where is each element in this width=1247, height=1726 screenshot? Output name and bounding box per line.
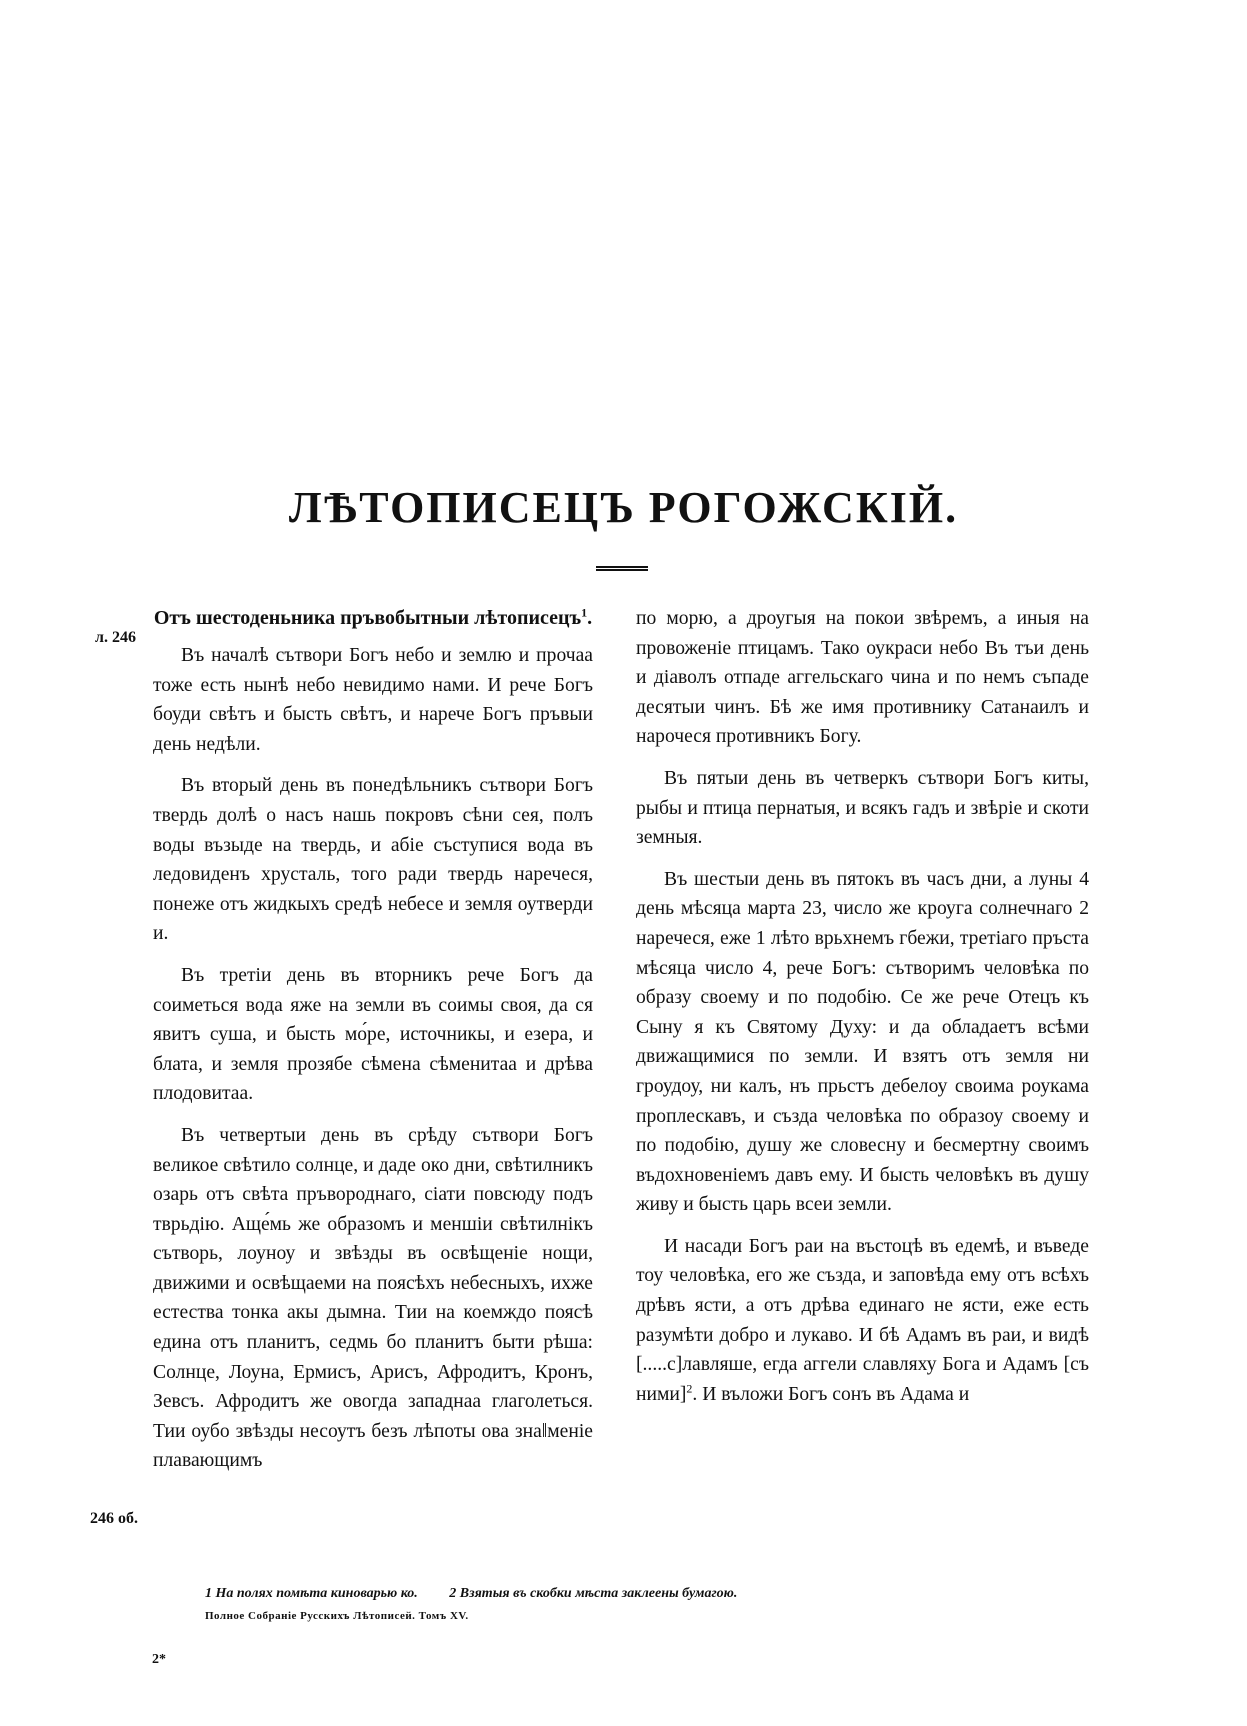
page-title: ЛѢТОПИСЕЦЪ РОГОЖСКІЙ. — [288, 483, 959, 532]
footnote-ref-2: 2 — [686, 1381, 693, 1396]
left-column — [153, 604, 593, 1488]
section-heading: Отъ шестоденьника пръвобытныи лѣтописецъ$^1$. — [153, 605, 593, 629]
paragraph-day-5: Въ пятыи день въ четверкъ сътвори Богъ киты, рыбы и птица пернатыя, и всякъ гадъ и звѣріе и скоти земныя. — [636, 767, 1089, 849]
paragraph-day-3: Въ третіи день въ вторникъ рече Богъ да соиметься вода яже на земли въ соимы своя, да ся явитъ суша, и бысть мо́ре, источникы, и езера, и блата, и земля прозябе сѣмена сѣменитаа и дрѣва плодовитаа. — [153, 964, 593, 1105]
paragraph-day-4: Въ четвертыи день въ срѣду сътвори Богъ великое свѣтило солнце, и даде око дни, свѣтилникъ озарь отъ свѣта пръвороднаго, сіати повсюду подъ тврьдію. Аще́мь же образомъ и меншіи свѣтилнікъ сътворь, лоуноу и звѣзды въ освѣщеніе нощи, движими и освѣщаеми на поясѣхъ небесныхъ, ихже естества тонка акы дымна. Тии на коемждо поясѣ едина отъ планитъ, седмь бо планитъ быти рѣша: Солнце, Лоуна, Ермисъ, Арисъ, Афродитъ, Кронъ, Зевсъ. Афродитъ же овогда западнаа глаголеться. Тии оубо звѣзды несоутъ безъ лѣпоты ова зна‖меніе плавающимъ — [153, 1124, 593, 1472]
right-column — [636, 604, 1089, 1421]
footnote-2: 2 Взятыя въ скобки мѣста заклеены бумагою. — [449, 1586, 738, 1601]
paragraph-paradise — [636, 1232, 1089, 1410]
footnote-ref-1: 1 — [581, 605, 588, 620]
paragraph-day-6: Въ шестыи день въ пятокъ въ часъ дни, а луны 4 день мѣсяца марта 23, число же кроуга солнечнаго 2 наречеся, еже 1 лѣто врьхнемъ гбежи, третіаго пръста мѣсяца число 4, рече Богъ: сътворимъ человѣка по образу своему и по подобію. Се же рече Отецъ къ Сыну я къ Святому Духу: и да обладаетъ всѣми движащимися по земли. И взятъ отъ земля ни гроудоу, ни калъ, нъ прьстъ дебелоу своима роукама проплескавъ, и създа человѣка по образоу своему и по подобію, душу же словесну и бесмертну своимъ въдохновеніемъ давъ ему. И бысть человѣкъ въ душу живу и бысть царь всеи земли. — [636, 868, 1089, 1216]
section-heading-text: Отъ шестоденьника пръвобытныи лѣтописецъ — [153, 607, 582, 629]
paragraph-day-1: Въ началѣ сътвори Богъ небо и землю и прочаа тоже есть нынѣ небо невидимо нами. И рече Богъ боуди свѣтъ и бысть свѣтъ, и нарече Богъ пръвыи день недѣли. — [153, 645, 593, 755]
footnotes — [205, 1586, 1105, 1602]
paragraph-continuation: по морю, а дроугыя на покои звѣремъ, а иныя на провоженіе птицамъ. Тако оукраси небо Въ тъи день и діаволъ отпаде аггельскаго чина и по немъ съпаде десятыи чинъ. Бѣ же имя противнику Сатанаилъ и нарочеся противникъ Богу. — [636, 608, 1089, 748]
paragraph-paradise-text: И насади Богъ раи на въстоцѣ въ едемѣ, и въведе тоу человѣка, его же създа, и заповѣда ему отъ всѣхъ дрѣвъ ясти, а отъ дрѣва единаго не ясти, еже есть разумѣти добро и лукаво. И бѣ Адамъ въ раи, и видѣ [.....с]лавляше, егда аггели славляху Бога и Адамъ [съ ними] — [636, 1235, 1089, 1405]
paragraph-day-2: Въ вторый день въ понедѣльникъ сътвори Богъ твердь долѣ о насъ нашь покровъ сѣни сея, полъ воды възыде на твердь, и абіе съступися вода въ ледовиденъ хрусталь, того ради твердь наречеся, понеже отъ жидкыхъ средѣ небесе и земля оутверди и. — [153, 775, 593, 945]
margin-note-folio-verso: 246 об. — [90, 1510, 138, 1527]
paragraph-paradise-tail: . И въложи Богъ сонъ въ Адама и — [692, 1383, 970, 1405]
title-rule — [596, 566, 648, 571]
footnote-1: 1 На полях помѣта киноварью ко. — [205, 1586, 418, 1601]
signature-mark: 2* — [152, 1652, 166, 1667]
series-line: Полное Собраніе Русскихъ Лѣтописей. Томъ XV. — [205, 1610, 469, 1622]
margin-note-folio: л. 246 — [95, 629, 136, 646]
